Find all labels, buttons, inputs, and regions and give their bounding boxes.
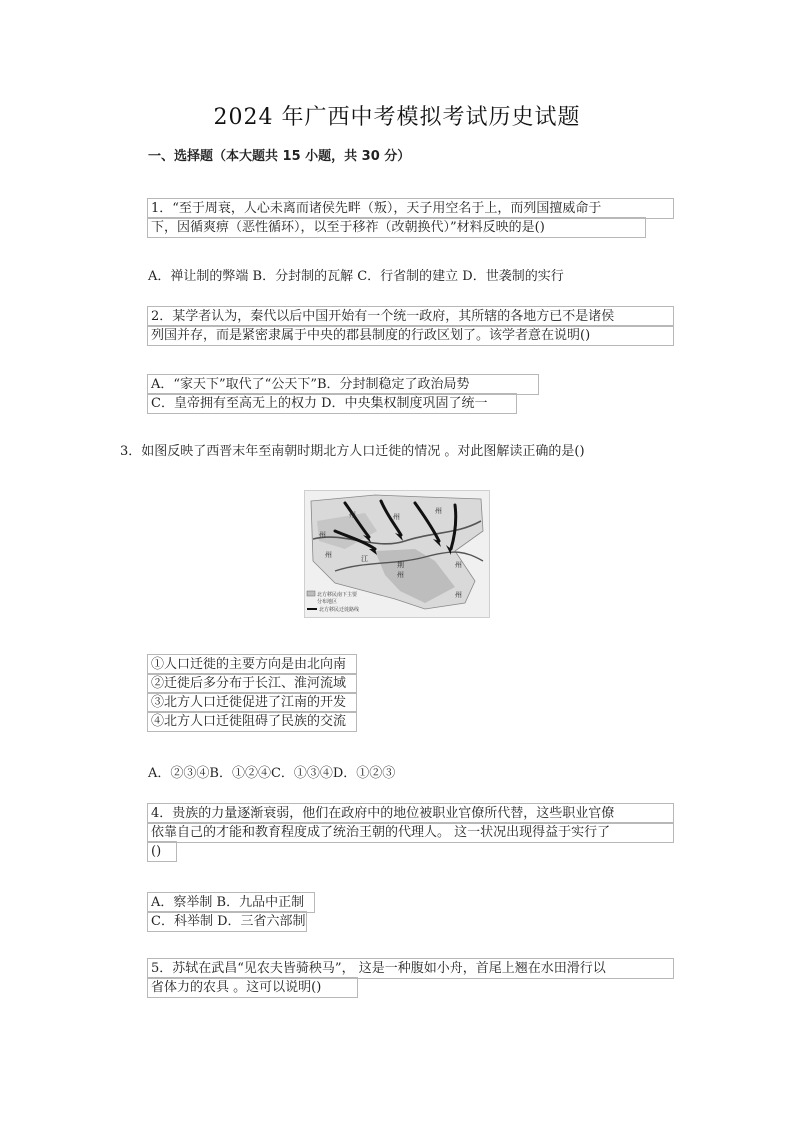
exam-title: 2024 年广西中考模拟考试历史试题	[213, 105, 581, 130]
legend-item: 北方移民南下主要	[317, 592, 358, 598]
q2-stem-line-1: 2．某学者认为，秦代以后中国开始有一个统一政府，其所辖的各地方已不是诸侯	[147, 306, 674, 327]
q4-option-line-2: C．科举制 D．三省六部制	[147, 911, 307, 932]
q1-stem-line-1: 1．“至于周衰，人心未离而诸侯先畔（叛），天子用空名于上，而列国擅威命于	[147, 198, 674, 219]
q3-statement-3: ③北方人口迁徙促进了江南的开发	[147, 692, 357, 713]
q3-statement-4: ④北方人口迁徙阻碍了民族的交流	[147, 711, 357, 732]
q2-option-line-2: C．皇帝拥有至高无上的权力 D．中央集权制度巩固了统一	[147, 393, 517, 414]
map-label: 州	[435, 507, 442, 515]
q1-options: A．禅让制的弊端 B．分封制的瓦解 C．行省制的建立 D．世袭制的实行	[148, 269, 564, 284]
q1-stem-line-2: 下，因循爽痹（恶性循环），以至于移祚（改朝换代）”材料反映的是()	[147, 217, 646, 238]
q3-statement-1: ①人口迁徙的主要方向是由北向南	[147, 654, 357, 675]
q4-stem-line-3: ()	[147, 841, 177, 862]
legend-item: 北方移民迁徙路线	[319, 607, 360, 613]
q3-options: A．②③④B．①②④C．①③④D．①②③	[148, 766, 396, 781]
migration-map-figure	[305, 491, 489, 617]
map-label: 州	[455, 591, 462, 599]
map-label: 荆	[397, 561, 404, 569]
map-label: 江	[361, 555, 368, 563]
q4-stem-line-2: 依靠自己的才能和教育程度成了统治王朝的代理人。 这一状况出现得益于实行了	[147, 822, 674, 843]
section-heading: 一、选择题（本大题共 15 小题，共 30 分）	[148, 149, 411, 164]
map-label: 州	[393, 513, 400, 521]
map-label: 州	[397, 571, 404, 579]
map-label: 州	[325, 551, 332, 559]
q3-stem: 3．如图反映了西晋末年至南朝时期北方人口迁徙的情况 。对此图解读正确的是()	[120, 444, 585, 459]
q4-option-line-1: A．察举制 B．九品中正制	[147, 892, 315, 913]
map-label: 州	[319, 531, 326, 539]
q2-stem-line-2: 列国并存，而是紧密隶属于中央的郡县制度的行政区划了。该学者意在说明()	[147, 325, 674, 346]
q2-option-line-1: A．“家天下”取代了“公天下”B．分封制稳定了政治局势	[147, 374, 539, 395]
q5-stem-line-2: 省体力的农具 。这可以说明()	[147, 977, 358, 998]
map-label: 州	[349, 511, 356, 519]
map-label: 州	[455, 561, 462, 569]
q5-stem-line-1: 5．苏轼在武昌“见农夫皆骑秧马”， 这是一种腹如小舟，首尾上翘在水田滑行以	[147, 958, 674, 979]
legend-item: 分布地区	[317, 599, 338, 605]
q3-statement-2: ②迁徙后多分布于长江、淮河流域	[147, 673, 357, 694]
q4-stem-line-1: 4．贵族的力量逐渐衰弱，他们在政府中的地位被职业官僚所代替，这些职业官僚	[147, 803, 674, 824]
migration-map	[304, 490, 490, 618]
